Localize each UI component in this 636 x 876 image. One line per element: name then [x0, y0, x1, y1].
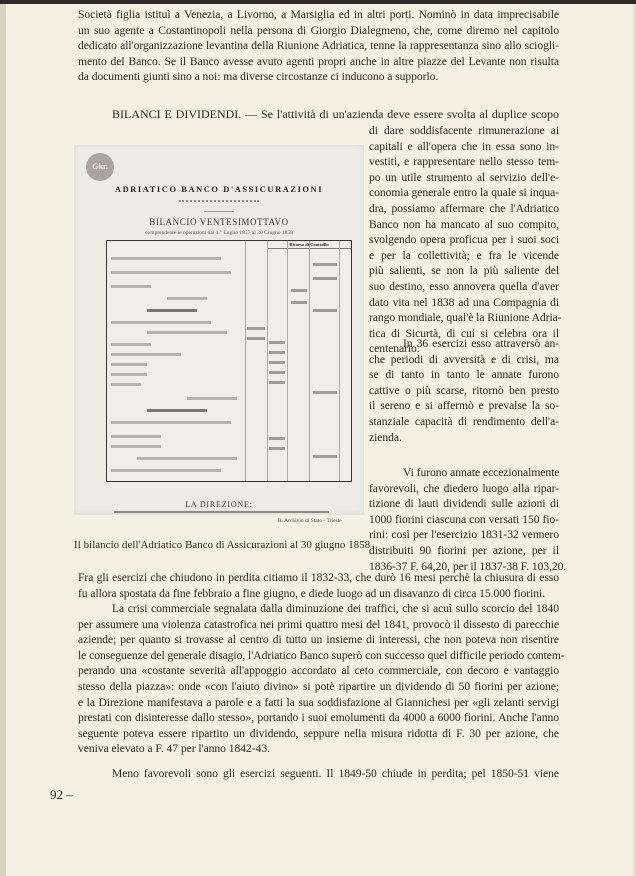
text-line: 1000 fiorini ciascuna con versati 150 fio-: [369, 512, 559, 526]
table-column-rule: [245, 241, 246, 481]
text-line: svolgendo opera proficua per i suoi soci: [369, 233, 559, 247]
table-row: [147, 309, 197, 312]
text-line: Società figlia istituì a Venezia, a Livorno, a Marsiglia ed in altri porti. Nominò in data imprecisabile: [78, 8, 559, 21]
text-line: più salienti, se non la più saliente del: [369, 264, 559, 278]
balance-table-header: Ricorso di Controllo: [267, 241, 351, 249]
figure-signature-names: [114, 511, 329, 513]
text-line: e per la collettività; e fra le vicende: [369, 248, 559, 262]
table-column-rule: [339, 241, 340, 481]
text-line: stesso della piazza»: onde «con l'aiuto divino» si potè ripartire un dividendo di 50 fiorini per azione;: [78, 679, 559, 693]
paragraph-crisis: [78, 601, 565, 757]
table-value: [247, 337, 265, 340]
text-line: Meno favorevoli sono gli esercizi seguenti. Il 1849-50 chiude in perdita; pel 1850-51 viene: [112, 767, 559, 780]
table-row: [147, 331, 227, 334]
text-line: conomia generale entro la quale si inqua-: [369, 186, 559, 200]
table-value: [269, 381, 285, 384]
text-line: zienda.: [369, 430, 402, 444]
table-row: [111, 363, 147, 366]
table-column-rule: [309, 241, 310, 481]
text-line: veniva elevato a F. 47 per l'anno 1842-43.: [78, 742, 270, 756]
table-column-rule: [287, 241, 288, 481]
text-line: per assumere una violenza catastrofica nei primi quattro mesi del 1841, provocò il dissesto di parecchie: [78, 617, 559, 631]
table-row: [111, 383, 141, 386]
right-column-paragraph-3: [369, 465, 567, 574]
text-line: La crisi commerciale segnalata dalla diminuzione dei traffici, che si acuì sullo scorcio del 1840: [112, 602, 559, 615]
text-line: seguente poteva essere ripartito un dividendo, seppure nella misura ridotta di F. 30 per azione, che: [78, 726, 559, 740]
table-row: [111, 445, 161, 448]
paragraph-later-years: [78, 766, 559, 782]
text-line: tizione di lauti dividendi sulle azioni di: [369, 497, 559, 511]
table-value: [269, 341, 285, 344]
table-row: [187, 397, 237, 400]
table-value: [313, 455, 337, 458]
table-column-rule: [267, 241, 268, 481]
figure-divider: [204, 211, 234, 212]
table-row: [111, 435, 161, 438]
text-line: rini: così per l'esercizio 1831-32 vennero: [369, 528, 559, 542]
text-line: Fra gli esercizi che chiudono in perdita citiamo il 1832-33, che durò 16 mesi perchè la chiusura di esso: [78, 571, 559, 584]
scan-left-edge: [0, 4, 6, 876]
figure-document-period: comprendente le operazioni dal 1.° Luglio 1857 al 30 Giugno 1858: [145, 230, 293, 236]
text-line: distribuiti 90 fiorini per azione, per il: [369, 543, 559, 557]
text-line: da documenti giunti sino a noi: ma diverse circostanze ci inducono a supporlo.: [78, 70, 439, 84]
section-heading: BILANCI E DIVIDENDI.: [112, 107, 242, 121]
section-heading-line: [112, 106, 559, 122]
seal-stamp: Gkr.: [86, 153, 114, 181]
text-line: Banco non ha mancato al suo compito,: [369, 217, 559, 231]
table-value: [313, 277, 337, 280]
table-value: [291, 289, 307, 292]
table-value: [247, 327, 265, 330]
table-row: [111, 321, 211, 324]
table-row: [137, 457, 237, 460]
text-line: 1836-37 F. 64,20, per il 1837-38 F. 103,20.: [369, 559, 567, 573]
text-line: dra, possiamo affermare che l'Adriatico: [369, 201, 559, 215]
figure-caption: Il bilancio dell'Adriatico Banco di Assicurazioni al 30 giugno 1858: [74, 539, 371, 551]
text-line: stanziale capacità di rendimento dell'a-: [369, 414, 559, 428]
scan-top-edge: [0, 0, 636, 4]
text-line: dedicato all'organizzazione levantina della Riunione Adriatica, tenne la rappresentanza sino allo sciogli-: [78, 39, 559, 53]
figure-document-title: ADRIATICO BANCO D'ASSICURAZIONI: [114, 185, 324, 194]
text-line: capitali e all'opera che in essa sono in-: [369, 139, 559, 153]
table-row: [111, 421, 231, 424]
table-row: [147, 409, 207, 412]
table-value: [269, 371, 285, 374]
table-row: [167, 297, 207, 300]
table-row: [111, 469, 221, 472]
figure-credit: R. Archivio di Stato - Trieste: [278, 518, 342, 524]
intro-paragraph: [78, 7, 559, 85]
text-line: Vi furono annate eccezionalmente: [403, 466, 560, 479]
text-line: centenario.: [369, 342, 420, 356]
table-row: [111, 373, 147, 376]
text-line: il sereno e si affermò e prevalse la so-: [369, 399, 559, 413]
table-value: [313, 391, 337, 394]
text-line: le conseguenze del generale disagio, l'Adriatico Banco superò con successo quel difficile periodo contem-: [78, 648, 565, 662]
text-line: vestiti, e rappresentare nello stesso tem-: [369, 155, 559, 169]
table-row: [111, 257, 221, 260]
table-value: [269, 361, 285, 364]
text-line: rango mondiale, qual'è la Riunione Adria-: [369, 311, 562, 325]
text-line: che periodi di avversità e di crisi, ma: [369, 352, 559, 366]
text-line: mento del Banco. Se il Banco avesse avuto agenti propri anche in altre piazze del Levante non risulta: [78, 54, 559, 68]
table-value: [269, 447, 285, 450]
figure-document-subline: [179, 200, 259, 206]
balance-table: [106, 240, 352, 482]
text-line: fu allora spostata da fine febbraio a fine giugno, e diede luogo ad un disavanzo di circa 15.000 fiorini.: [78, 586, 546, 600]
table-value: [313, 263, 337, 266]
text-line: di dare soddisfacente rimunerazione ai: [369, 124, 559, 137]
table-row: [111, 353, 181, 356]
text-line: dato vita nel 1838 ad una Compagnia di: [369, 295, 559, 309]
text-line: suo destino, esso annovera quella d'aver: [369, 279, 559, 293]
paragraph-losses: [78, 570, 559, 601]
table-value: [269, 351, 285, 354]
figure-signature-heading: LA DIREZIONE:: [185, 500, 253, 509]
text-line: po un utile strumento al servizio dell'e-: [369, 170, 559, 184]
text-line: aziende; per quanto si trovasse al centro di tutto un insieme di interessi, che non poteva non risentire: [78, 633, 559, 647]
table-row: [111, 285, 151, 288]
right-column-paragraph-1: [369, 123, 562, 357]
table-value: [291, 301, 307, 304]
text-line: tica di Sicurtà, di cui si celebra ora il: [369, 326, 559, 340]
balance-sheet-figure: [74, 145, 364, 515]
text-line: prestati con disinteresse dallo stesso», portando i suoi emolumenti da 4000 a 6000 fiorini. Anche l'anno: [78, 711, 559, 725]
page-number: 92 –: [50, 787, 73, 802]
right-column-paragraph-2: [369, 336, 559, 445]
text-line: e la Direzione manifestava a parole e a fatti la sua soddisfazione al Giannichesi per «gli zelanti servigi: [78, 695, 559, 709]
text-line: favorevoli, che diedero luogo alla ripar-: [369, 481, 559, 495]
table-value: [269, 437, 285, 440]
text-line: perando una «costante severità all'appoggio accordato al ceto commerciale, con decoro e vantaggio: [78, 664, 559, 678]
section-first-line: — Se l'attività di un'azienda deve essere svolta al duplice scopo: [245, 107, 560, 121]
table-value: [313, 309, 337, 312]
figure-document-subtitle: BILANCIO VENTESIMOTTAVO: [149, 217, 289, 227]
table-row: [111, 343, 151, 346]
text-line: cattive o più scarse, ritornò ben presto: [369, 383, 559, 397]
table-row: [111, 271, 231, 274]
text-line: se di tanto in tanto le annate furono: [369, 368, 559, 382]
text-line: In 36 esercizi esso attraversò an-: [403, 337, 559, 350]
text-line: un suo agente a Costantinopoli nella persona di Giorgio Dialegmeno, che, come diremo nel capitolo: [78, 23, 559, 37]
